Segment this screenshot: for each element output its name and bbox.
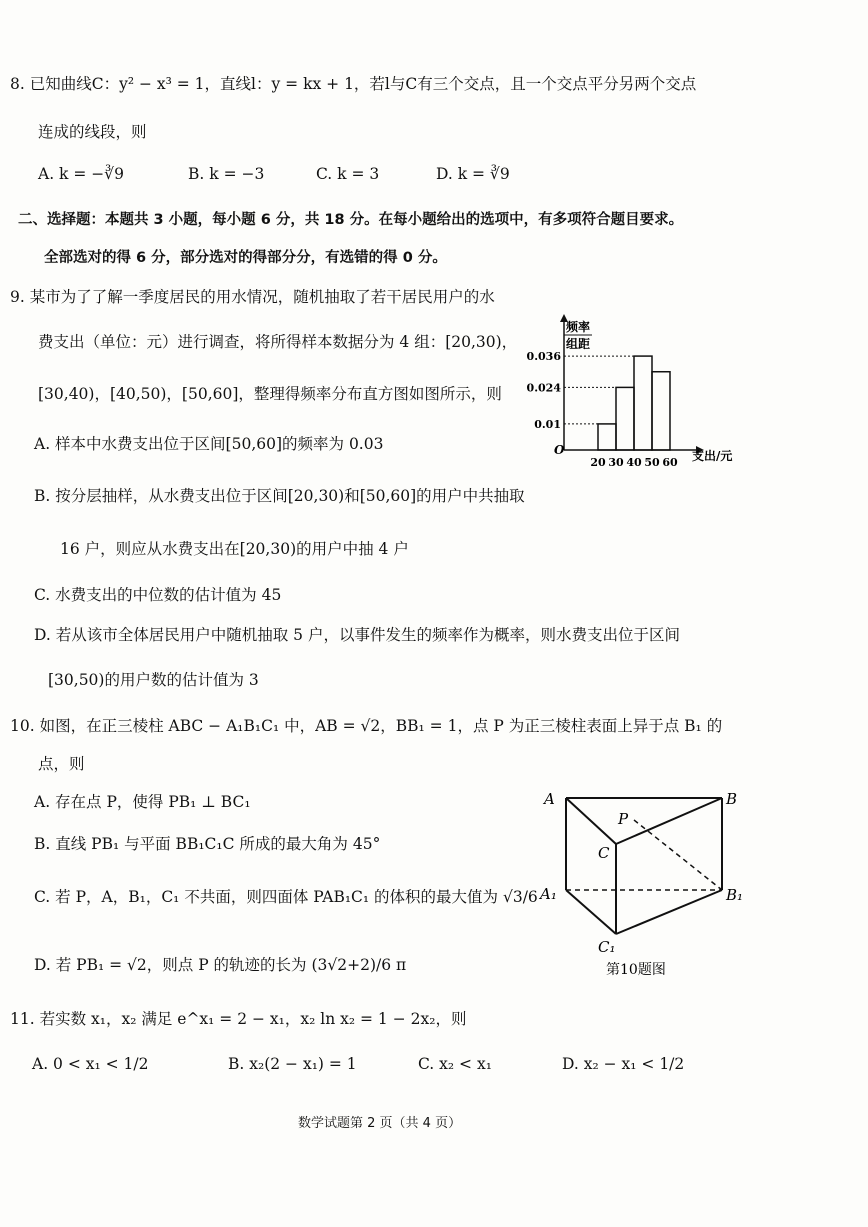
histogram-x-tick-1: 30	[608, 456, 624, 469]
prism-vertex-b1: B₁	[726, 886, 744, 904]
q9-option-d-line1: D. 若从该市全体居民用户中随机抽取 5 户，以事件发生的频率作为概率，则水费支出位于区间	[34, 626, 680, 644]
histogram-x-tick-3: 50	[644, 456, 660, 469]
q10-option-a: A. 存在点 P，使得 PB₁ ⊥ BC₁	[34, 793, 251, 811]
histogram-origin-label: O	[554, 443, 565, 457]
histogram-x-tick-2: 40	[626, 456, 642, 469]
histogram-ylabel-top: 频率	[565, 320, 591, 334]
prism-figure	[536, 782, 756, 982]
q10-stem-line2: 点，则	[38, 755, 85, 773]
q9-option-d-line2: [30,50)的用户数的估计值为 3	[48, 671, 259, 689]
q8-option-a: A. k = −∛9	[38, 165, 125, 183]
prism-vertex-a: A	[544, 790, 555, 808]
q11-option-c: C. x₂ < x₁	[418, 1055, 492, 1073]
histogram-bar-2	[634, 356, 652, 450]
q11-stem: 11. 若实数 x₁，x₂ 满足 e^x₁ = 2 − x₁，x₂ ln x₂ = 1 − 2x₂，则	[10, 1010, 467, 1028]
q10-stem-line1: 10. 如图，在正三棱柱 ABC − A₁B₁C₁ 中，AB = √2，BB₁ = 1，点 P 为正三棱柱表面上异于点 B₁ 的	[10, 717, 723, 735]
q8-stem-line1: 8. 已知曲线C：y² − x³ = 1，直线l：y = kx + 1，若l与C有三个交点，且一个交点平分另两个交点	[10, 75, 697, 93]
q11-option-d: D. x₂ − x₁ < 1/2	[562, 1055, 685, 1073]
histogram-y-tick-2: 0.036	[526, 350, 561, 364]
histogram-bar-1	[616, 387, 634, 450]
histogram-ylabel-bottom: 组距	[565, 337, 591, 351]
q8-stem-line2: 连成的线段，则	[38, 123, 147, 141]
histogram-y-tick-1: 0.024	[526, 381, 561, 395]
q10-option-d: D. 若 PB₁ = √2，则点 P 的轨迹的长为 (3√2+2)/6 π	[34, 956, 407, 974]
q11-option-b: B. x₂(2 − x₁) = 1	[228, 1055, 357, 1073]
q9-stem-line1: 9. 某市为了了解一季度居民的用水情况，随机抽取了若干居民用户的水	[10, 288, 495, 306]
histogram-xlabel: 支出/元	[692, 449, 733, 463]
q8-option-c: C. k = 3	[316, 165, 380, 183]
page-footer: 数学试题第 2 页（共 4 页）	[298, 1116, 462, 1131]
histogram-bar-3	[652, 372, 670, 450]
prism-vertex-a1: A₁	[540, 885, 557, 903]
histogram-y-tick-0: 0.01	[534, 417, 561, 431]
q11-option-a: A. 0 < x₁ < 1/2	[32, 1055, 149, 1073]
section2-scoring: 全部选对的得 6 分，部分选对的得部分分，有选错的得 0 分。	[44, 250, 447, 266]
q9-stem-line2: 费支出（单位：元）进行调查，将所得样本数据分为 4 组：[20,30)，	[38, 333, 518, 351]
prism-vertex-p: P	[618, 810, 629, 828]
q9-option-b-line2: 16 户，则应从水费支出在[20,30)的用户中抽 4 户	[60, 540, 409, 558]
prism-caption: 第10题图	[606, 962, 666, 978]
q9-option-a: A. 样本中水费支出位于区间[50,60]的频率为 0.03	[34, 435, 384, 453]
q9-stem-line3: [30,40)，[40,50)，[50,60]，整理得频率分布直方图如图所示，则	[38, 385, 502, 403]
q8-option-d: D. k = ∛9	[436, 165, 510, 183]
histogram-x-tick-0: 20	[590, 456, 606, 469]
q10-option-c: C. 若 P，A，B₁，C₁ 不共面，则四面体 PAB₁C₁ 的体积的最大值为 √3/6	[34, 888, 538, 906]
q9-option-c: C. 水费支出的中位数的估计值为 45	[34, 586, 282, 604]
histogram-bar-0	[598, 424, 616, 450]
q8-option-b: B. k = −3	[188, 165, 265, 183]
prism-vertex-b: B	[726, 790, 738, 808]
section2-title: 二、选择题：本题共 3 小题，每小题 6 分，共 18 分。在每小题给出的选项中，有多项符合题目要求。	[18, 212, 684, 228]
frequency-histogram	[520, 312, 760, 472]
q9-option-b-line1: B. 按分层抽样，从水费支出位于区间[20,30)和[50,60]的用户中共抽取	[34, 487, 525, 505]
histogram-x-tick-4: 60	[662, 456, 678, 469]
prism-vertex-c: C	[598, 844, 610, 862]
prism-vertex-c1: C₁	[598, 938, 616, 956]
q10-option-b: B. 直线 PB₁ 与平面 BB₁C₁C 所成的最大角为 45°	[34, 835, 381, 853]
